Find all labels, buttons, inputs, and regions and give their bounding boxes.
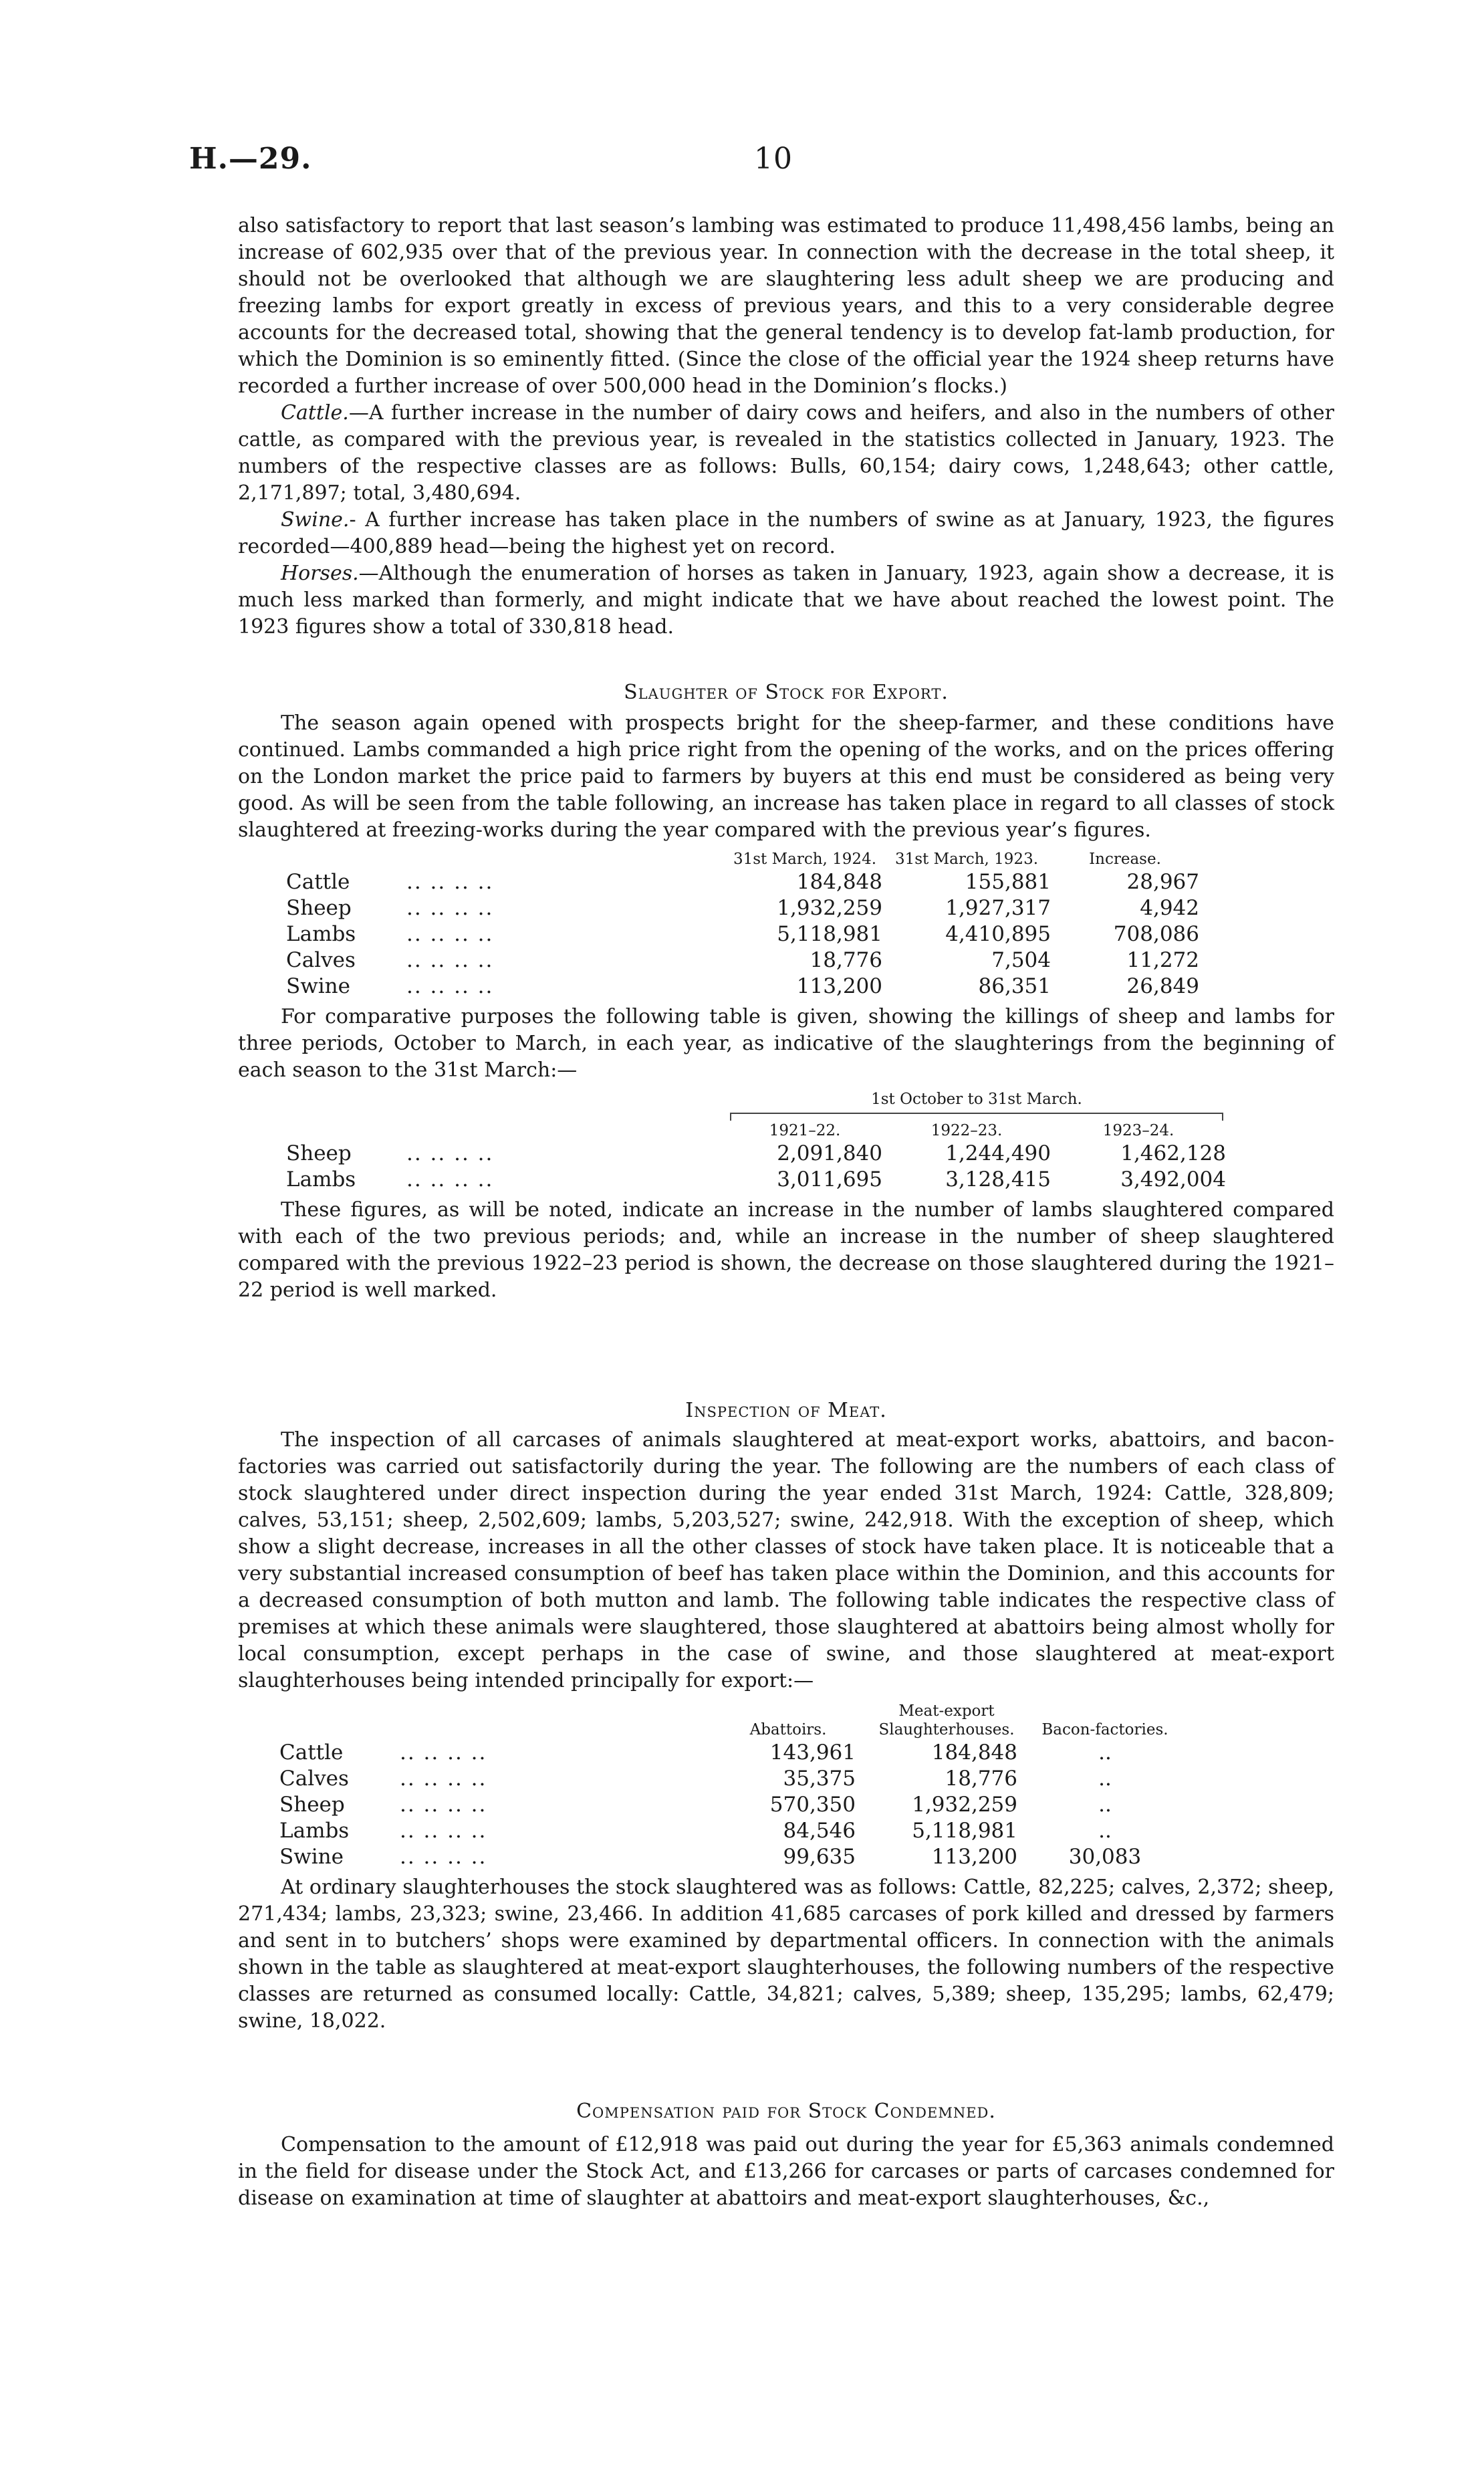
leader-dots: .. .. .. .. <box>400 1793 487 1817</box>
leader-dots: .. .. .. .. <box>400 1767 487 1791</box>
cell: 4,410,895 <box>945 922 1051 946</box>
cattle-label: Cattle. <box>281 401 349 425</box>
cell: 5,118,981 <box>777 922 882 946</box>
cell: 86,351 <box>978 974 1051 998</box>
cell: .. <box>1098 1819 1112 1843</box>
horses-paragraph <box>238 560 1334 641</box>
row-label: Swine <box>279 1845 344 1869</box>
cell: 3,128,415 <box>945 1167 1051 1192</box>
table-row <box>279 1844 1172 1870</box>
table-row <box>279 1792 1172 1818</box>
cattle-text: —A further increase in the number of dairy cows and heifers, and also in the numbers of other cattle, as compared with the previous year, is revealed in the statistics collected in January, 1923. The numbers of the respective classes are as follows: Bulls, 60,154; dairy cows, 1,248,643; other cattle, 2,171,897; total, 3,480,694. <box>238 401 1334 505</box>
table1-header-1924: 31st March, 1924. <box>733 851 877 868</box>
leader-dots: .. .. .. .. <box>406 922 494 946</box>
table3-header-abattoirs: Abattoirs. <box>749 1721 827 1738</box>
document-reference: H.—29. <box>189 142 312 176</box>
row-label: Calves <box>279 1767 349 1791</box>
compensation-section <box>238 2098 1334 2212</box>
cattle-paragraph <box>238 400 1334 507</box>
table-row <box>286 921 1199 947</box>
cell: 184,848 <box>931 1740 1017 1765</box>
leader-dots: .. .. .. .. <box>406 870 494 894</box>
leader-dots: .. .. .. .. <box>406 1167 494 1192</box>
intro-paragraph: also satisfactory to report that last season’s lambing was estimated to produce 11,498,456 lambs, being an increase of 602,935 over that of the previous year. In connection with the decrease in the total sheep, it should not be overlooked that although we are slaughtering less adult sheep we are producing and freezing lambs for export greatly in excess of previous years, and this to a very considerable degree accounts for the decreased total, showing that the general tendency is to develop fat-lamb production, for which the Dominion is so eminently fitted. (Since the close of the official year the 1924 sheep returns have recorded a further increase of over 500,000 head in the Dominion’s flocks.) <box>238 214 1334 398</box>
premises-table <box>279 1701 1172 1870</box>
table-row <box>286 895 1199 921</box>
horses-label: Horses. <box>281 562 359 585</box>
cell: .. <box>1098 1767 1112 1791</box>
slaughter-section <box>238 679 1334 1304</box>
horses-text: —Although the enumeration of horses as taken in January, 1923, again show a decrease, it is much less marked than formerly, and might indicate that we have about reached the lowest point. The 1923 figures show a total of 330,818 head. <box>238 562 1334 639</box>
cell: 143,961 <box>769 1740 856 1765</box>
table-row <box>279 1818 1172 1844</box>
table2-header-1921: 1921–22. <box>769 1122 841 1139</box>
table2-span-header <box>727 1087 1226 1121</box>
cell: 18,776 <box>810 948 882 972</box>
cell: 708,086 <box>1113 922 1199 946</box>
table-row <box>286 869 1199 895</box>
row-label: Lambs <box>286 922 356 946</box>
row-label: Sheep <box>286 896 352 920</box>
inspection-heading: Inspection of Meat. <box>685 1399 887 1422</box>
cell: 113,200 <box>796 974 882 998</box>
row-label: Calves <box>286 948 356 972</box>
compensation-heading: Compensation paid for Stock Condemned. <box>576 2100 996 2123</box>
cell: 1,927,317 <box>945 896 1051 920</box>
compensation-paragraph: Compensation to the amount of £12,918 was paid out during the year for £5,363 animals condemned in the field for disease under the Stock Act, and £13,266 for carcases or parts of carcases condemned for disease on examination at time of slaughter at abattoirs and meat-export slaughterhouses, &c., <box>238 2133 1334 2210</box>
leader-dots: .. .. .. .. <box>406 948 494 972</box>
cell: 11,272 <box>1126 948 1199 972</box>
table1-header-1923: 31st March, 1923. <box>894 851 1039 868</box>
table3-header-bacon: Bacon-factories. <box>1041 1721 1168 1738</box>
swine-paragraph <box>238 507 1334 560</box>
cell: 3,011,695 <box>777 1167 882 1192</box>
table-row <box>286 974 1199 1000</box>
row-label: Sheep <box>286 1141 352 1165</box>
slaughter-paragraph-1: The season again opened with prospects bright for the sheep-farmer, and these conditions have continued. Lambs commanded a high price right from the opening of the works, and on the prices offering on the London market the price paid to farmers by buyers at this end must be considered as being very good. As will be seen from the table following, an increase has taken place in regard to all classes of stock slaughtered at freezing-works during the year compared with the previous year’s figures. <box>238 711 1334 842</box>
row-label: Lambs <box>286 1167 356 1192</box>
inspection-paragraph-1: The inspection of all carcases of animals slaughtered at meat-export works, abattoirs, and bacon-factories was carried out satisfactorily during the year. The following are the numbers of each class of stock slaughtered under direct inspection during the year ended 31st March, 1924: Cattle, 328,809; calves, 53,151; sheep, 2,502,609; lambs, 5,203,527; swine, 242,918. With the exception of sheep, which show a slight decrease, increases in all the other classes of stock have taken place. It is noticeable that a very substantial increased consumption of beef has taken place within the Dominion, and this accounts for a decreased consumption of both mutton and lamb. The following table indicates the respective class of premises at which these animals were slaughtered, those slaughtered at abattoirs being almost wholly for local consumption, except perhaps in the case of swine, and those slaughtered at meat-export slaughterhouses being intended principally for export:— <box>238 1428 1334 1692</box>
row-label: Lambs <box>279 1819 350 1843</box>
inspection-section <box>238 1397 1334 2035</box>
cell: 28,967 <box>1126 870 1199 894</box>
intro-section <box>238 213 1334 641</box>
cell: 18,776 <box>945 1767 1017 1791</box>
cell: 113,200 <box>931 1845 1017 1869</box>
cell: 155,881 <box>965 870 1051 894</box>
inspection-paragraph-2: At ordinary slaughterhouses the stock slaughtered was as follows: Cattle, 82,225; calves, 2,372; sheep, 271,434; lambs, 23,323; swine, 23,466. In addition 41,685 carcases of pork killed and dressed by farmers and sent in to butchers’ shops were examined by departmental officers. In connection with the animals shown in the table as slaughtered at meat-export slaughterhouses, the following numbers of the respective classes are returned as consumed locally: Cattle, 34,821; calves, 5,389; sheep, 135,295; lambs, 62,479; swine, 18,022. <box>238 1876 1334 2033</box>
table-row <box>279 1740 1172 1766</box>
row-label: Cattle <box>279 1740 344 1765</box>
page-number: 10 <box>754 142 793 176</box>
october-march-table <box>286 1087 1226 1193</box>
table-row <box>286 947 1199 974</box>
table2-span-header-text: 1st October to 31st March. <box>871 1091 1082 1108</box>
cell: 84,546 <box>783 1819 856 1843</box>
cell: 570,350 <box>769 1793 856 1817</box>
cell: 1,462,128 <box>1120 1141 1226 1165</box>
table3-header-meat-export: Meat-export Slaughterhouses. <box>878 1702 1015 1738</box>
cell: 5,118,981 <box>912 1819 1017 1843</box>
cell: 30,083 <box>1068 1845 1142 1869</box>
table-row <box>286 1141 1226 1167</box>
table1-header-increase: Increase. <box>1089 851 1161 868</box>
table-row <box>279 1766 1172 1792</box>
cell: .. <box>1098 1740 1112 1765</box>
leader-dots: .. .. .. .. <box>400 1845 487 1869</box>
row-label: Sheep <box>279 1793 345 1817</box>
slaughter-heading: Slaughter of Stock for Export. <box>624 681 949 704</box>
export-slaughter-table <box>286 849 1199 1000</box>
cell: 35,375 <box>783 1767 856 1791</box>
cell: 1,244,490 <box>945 1141 1051 1165</box>
leader-dots: .. .. .. .. <box>400 1740 487 1765</box>
leader-dots: .. .. .. .. <box>406 1141 494 1165</box>
swine-label: Swine. <box>281 508 350 532</box>
cell: 2,091,840 <box>777 1141 882 1165</box>
cell: 4,942 <box>1140 896 1199 920</box>
leader-dots: .. .. .. .. <box>406 974 494 998</box>
cell: 184,848 <box>796 870 882 894</box>
leader-dots: .. .. .. .. <box>406 896 494 920</box>
row-label: Cattle <box>286 870 350 894</box>
row-label: Swine <box>286 974 350 998</box>
brace-rule <box>730 1113 1223 1121</box>
table-row <box>286 1167 1226 1193</box>
swine-text: - A further increase has taken place in the numbers of swine as at January, 1923, the figures recorded—400,889 head—being the highest yet on record. <box>238 508 1334 558</box>
leader-dots: .. .. .. .. <box>400 1819 487 1843</box>
slaughter-paragraph-3: These figures, as will be noted, indicate an increase in the number of lambs slaughtered compared with each of the two previous periods; and, while an increase in the number of sheep slaughtered compared with the previous 1922–23 period is shown, the decrease on those slaughtered during the 1921–22 period is well marked. <box>238 1198 1334 1302</box>
slaughter-paragraph-2: For comparative purposes the following table is given, showing the killings of sheep and lambs for three periods, October to March, in each year, as indicative of the slaughterings from the beginning of each season to the 31st March:— <box>238 1005 1334 1082</box>
table2-header-1923: 1923–24. <box>1102 1122 1174 1139</box>
cell: 7,504 <box>991 948 1051 972</box>
cell: .. <box>1098 1793 1112 1817</box>
table2-header-1922: 1922–23. <box>931 1122 1003 1139</box>
cell: 1,932,259 <box>912 1793 1017 1817</box>
cell: 26,849 <box>1126 974 1199 998</box>
cell: 3,492,004 <box>1120 1167 1226 1192</box>
cell: 99,635 <box>783 1845 856 1869</box>
cell: 1,932,259 <box>777 896 882 920</box>
